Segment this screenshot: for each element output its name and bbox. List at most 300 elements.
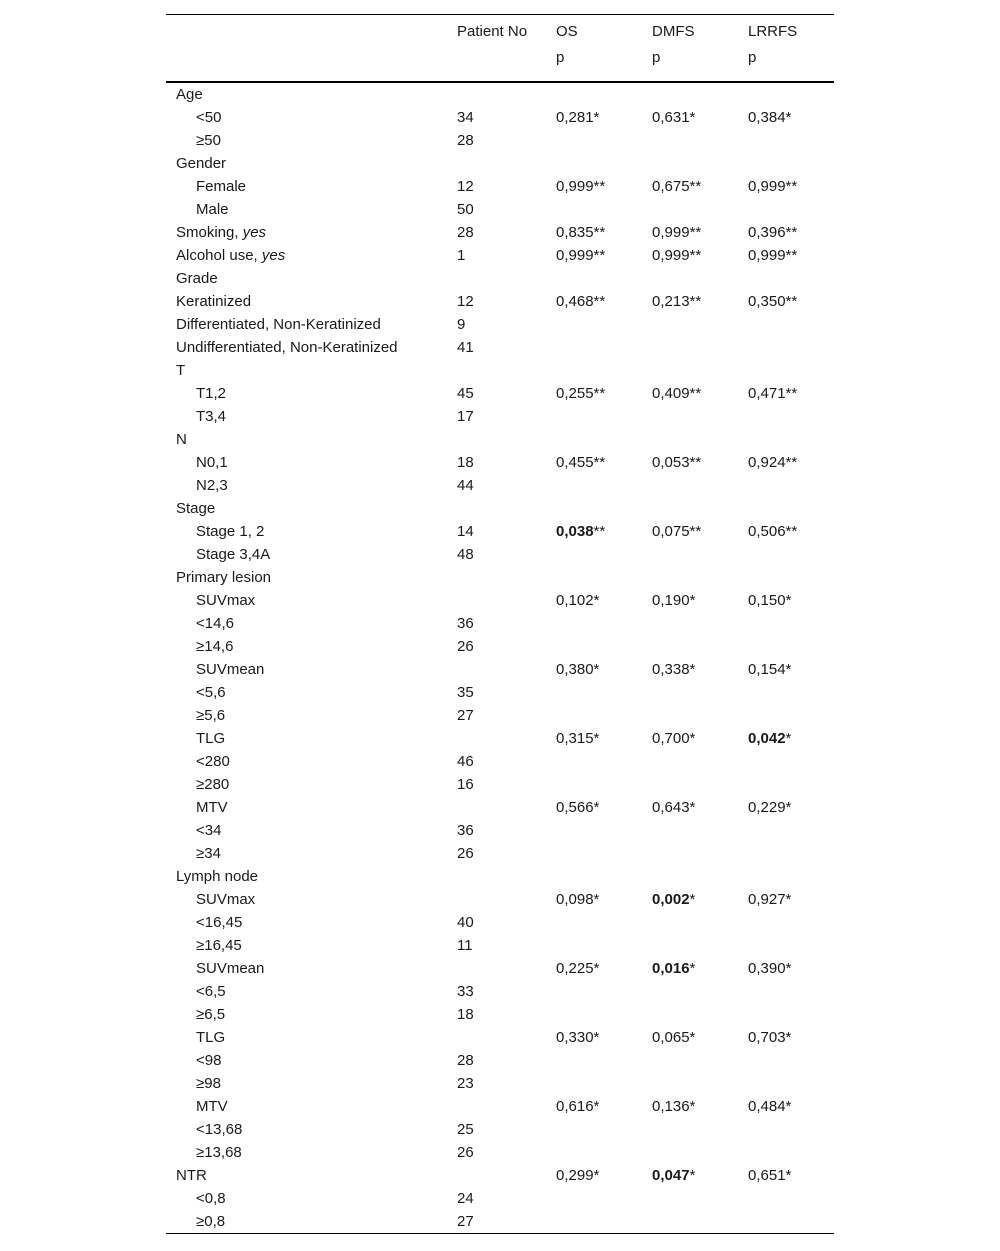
os-p-value bbox=[556, 957, 652, 980]
patient-count bbox=[457, 957, 556, 980]
row-label bbox=[166, 106, 457, 129]
table-row bbox=[166, 175, 834, 198]
lrrfs-p-value bbox=[748, 1118, 834, 1141]
os-p-value bbox=[556, 82, 652, 106]
row-label bbox=[166, 681, 457, 704]
dmfs-value: 0,631* bbox=[652, 109, 696, 126]
patient-count: 26 bbox=[457, 845, 474, 862]
row-label-text: <98 bbox=[196, 1052, 222, 1069]
os-value: 0,102* bbox=[556, 592, 600, 609]
header-row-1 bbox=[166, 15, 834, 50]
dmfs-p-value bbox=[652, 382, 748, 405]
table-row bbox=[166, 382, 834, 405]
patient-count: 34 bbox=[457, 109, 474, 126]
dmfs-p-value bbox=[652, 1141, 748, 1164]
row-label-text: Stage bbox=[176, 500, 216, 517]
row-label-text: Lymph node bbox=[176, 868, 259, 885]
os-p-value bbox=[556, 221, 652, 244]
lrrfs-p-value bbox=[748, 635, 834, 658]
os-p-value bbox=[556, 336, 652, 359]
dmfs-p-value bbox=[652, 1118, 748, 1141]
row-label bbox=[166, 175, 457, 198]
dmfs-p-value bbox=[652, 1164, 748, 1187]
row-label-text: Age bbox=[176, 86, 203, 103]
patient-count: 26 bbox=[457, 638, 474, 655]
row-label-text: Stage 1, 2 bbox=[196, 523, 265, 540]
row-label bbox=[166, 129, 457, 152]
lrrfs-value: 0,390* bbox=[748, 960, 792, 977]
lrrfs-p-value bbox=[748, 1026, 834, 1049]
lrrfs-p-value bbox=[748, 1141, 834, 1164]
dmfs-p-value bbox=[652, 1049, 748, 1072]
os-p-value bbox=[556, 773, 652, 796]
row-label-italic: yes bbox=[261, 247, 286, 264]
lrrfs-value: 0,229* bbox=[748, 799, 792, 816]
dmfs-p-value bbox=[652, 313, 748, 336]
patient-count bbox=[457, 658, 556, 681]
table-row bbox=[166, 313, 834, 336]
table-row bbox=[166, 267, 834, 290]
os-p-value bbox=[556, 520, 652, 543]
dmfs-p-value bbox=[652, 198, 748, 221]
dmfs-p-value bbox=[652, 1026, 748, 1049]
survival-table-container bbox=[166, 14, 834, 1234]
row-label bbox=[166, 796, 457, 819]
os-p-value bbox=[556, 888, 652, 911]
os-p-value bbox=[556, 612, 652, 635]
dmfs-p-value bbox=[652, 244, 748, 267]
table-row bbox=[166, 911, 834, 934]
os-p-value bbox=[556, 980, 652, 1003]
survival-analysis-table bbox=[166, 14, 834, 1234]
os-p-value bbox=[556, 1141, 652, 1164]
dmfs-p-value bbox=[652, 1187, 748, 1210]
os-p-value bbox=[556, 727, 652, 750]
row-label-text: Differentiated, Non-Keratinized bbox=[176, 316, 381, 333]
dmfs-value: 0,700* bbox=[652, 730, 696, 747]
patient-count: 12 bbox=[457, 178, 474, 195]
lrrfs-value: 0,651* bbox=[748, 1167, 792, 1184]
lrrfs-p-value bbox=[748, 267, 834, 290]
dmfs-p-value bbox=[652, 658, 748, 681]
dmfs-p-value bbox=[652, 704, 748, 727]
row-label-text: ≥6,5 bbox=[196, 1006, 226, 1023]
lrrfs-p-value bbox=[748, 543, 834, 566]
os-p-value bbox=[556, 152, 652, 175]
table-row bbox=[166, 543, 834, 566]
row-label-text: <280 bbox=[196, 753, 230, 770]
patient-count: 25 bbox=[457, 1121, 474, 1138]
row-label-text: <50 bbox=[196, 109, 222, 126]
os-value: 0,455** bbox=[556, 454, 606, 471]
lrrfs-value: 0,999** bbox=[748, 247, 798, 264]
patient-count: 36 bbox=[457, 822, 474, 839]
table-row bbox=[166, 336, 834, 359]
lrrfs-p-value bbox=[748, 773, 834, 796]
table-row bbox=[166, 865, 834, 888]
table-row bbox=[166, 129, 834, 152]
table-row bbox=[166, 520, 834, 543]
table-row bbox=[166, 727, 834, 750]
row-label bbox=[166, 589, 457, 612]
patient-count: 24 bbox=[457, 1190, 474, 1207]
dmfs-p-value bbox=[652, 888, 748, 911]
os-p-value bbox=[556, 819, 652, 842]
row-label bbox=[166, 750, 457, 773]
row-label-text: Alcohol use, bbox=[176, 247, 262, 264]
table-row bbox=[166, 658, 834, 681]
patient-count bbox=[457, 428, 556, 451]
dmfs-p-value bbox=[652, 911, 748, 934]
row-label-text: T1,2 bbox=[196, 385, 227, 402]
lrrfs-p-value bbox=[748, 382, 834, 405]
lrrfs-p-value bbox=[748, 82, 834, 106]
os-significance-marker: ** bbox=[593, 523, 606, 540]
row-label bbox=[166, 198, 457, 221]
header-os-p: p bbox=[556, 49, 652, 82]
os-p-value bbox=[556, 428, 652, 451]
table-row bbox=[166, 1049, 834, 1072]
row-label bbox=[166, 497, 457, 520]
os-p-value bbox=[556, 796, 652, 819]
row-label-text: ≥0,8 bbox=[196, 1213, 226, 1230]
patient-count: 9 bbox=[457, 316, 466, 333]
header-blank-n bbox=[457, 49, 556, 82]
os-p-value bbox=[556, 842, 652, 865]
patient-count: 11 bbox=[457, 937, 473, 954]
lrrfs-value: 0,042 bbox=[748, 730, 786, 747]
dmfs-p-value bbox=[652, 566, 748, 589]
patient-count: 41 bbox=[457, 339, 474, 356]
lrrfs-value: 0,384* bbox=[748, 109, 792, 126]
os-p-value bbox=[556, 1026, 652, 1049]
row-label bbox=[166, 911, 457, 934]
row-label bbox=[166, 1164, 457, 1187]
os-p-value bbox=[556, 1049, 652, 1072]
patient-count bbox=[457, 152, 556, 175]
lrrfs-p-value bbox=[748, 1210, 834, 1234]
table-header bbox=[166, 15, 834, 83]
row-label bbox=[166, 290, 457, 313]
patient-count bbox=[457, 267, 556, 290]
row-label-text: <13,68 bbox=[196, 1121, 243, 1138]
patient-count bbox=[457, 566, 556, 589]
lrrfs-value: 0,150* bbox=[748, 592, 792, 609]
row-label bbox=[166, 1049, 457, 1072]
dmfs-p-value bbox=[652, 129, 748, 152]
table-row bbox=[166, 635, 834, 658]
row-label bbox=[166, 773, 457, 796]
dmfs-value: 0,190* bbox=[652, 592, 696, 609]
row-label-text: ≥5,6 bbox=[196, 707, 226, 724]
lrrfs-value: 0,924** bbox=[748, 454, 798, 471]
os-p-value bbox=[556, 566, 652, 589]
dmfs-p-value bbox=[652, 221, 748, 244]
dmfs-p-value bbox=[652, 152, 748, 175]
patient-count: 28 bbox=[457, 132, 474, 149]
patient-count: 36 bbox=[457, 615, 474, 632]
patient-count: 17 bbox=[457, 408, 474, 425]
os-p-value bbox=[556, 704, 652, 727]
dmfs-p-value bbox=[652, 428, 748, 451]
dmfs-p-value bbox=[652, 451, 748, 474]
row-label-text: N2,3 bbox=[196, 477, 228, 494]
row-label bbox=[166, 382, 457, 405]
row-label-text: SUVmean bbox=[196, 661, 265, 678]
table-row bbox=[166, 244, 834, 267]
patient-count: 48 bbox=[457, 546, 474, 563]
os-p-value bbox=[556, 589, 652, 612]
patient-count: 33 bbox=[457, 983, 474, 1000]
patient-count bbox=[457, 1164, 556, 1187]
dmfs-p-value bbox=[652, 543, 748, 566]
lrrfs-p-value bbox=[748, 1003, 834, 1026]
lrrfs-value: 0,999** bbox=[748, 178, 798, 195]
table-row bbox=[166, 589, 834, 612]
dmfs-p-value bbox=[652, 957, 748, 980]
patient-count bbox=[457, 1026, 556, 1049]
row-label-text: Male bbox=[196, 201, 229, 218]
dmfs-p-value bbox=[652, 1003, 748, 1026]
dmfs-p-value bbox=[652, 267, 748, 290]
dmfs-p-value bbox=[652, 520, 748, 543]
row-label-text: <16,45 bbox=[196, 914, 243, 931]
patient-count bbox=[457, 727, 556, 750]
patient-count bbox=[457, 1095, 556, 1118]
row-label-text: NTR bbox=[176, 1167, 207, 1184]
dmfs-p-value bbox=[652, 773, 748, 796]
row-label bbox=[166, 405, 457, 428]
dmfs-value: 0,213** bbox=[652, 293, 702, 310]
patient-count: 28 bbox=[457, 224, 474, 241]
row-label-text: SUVmax bbox=[196, 891, 256, 908]
header-row-2 bbox=[166, 49, 834, 82]
row-label-text: Keratinized bbox=[176, 293, 252, 310]
table-row bbox=[166, 290, 834, 313]
table-row bbox=[166, 681, 834, 704]
lrrfs-p-value bbox=[748, 221, 834, 244]
lrrfs-p-value bbox=[748, 106, 834, 129]
lrrfs-value: 0,396** bbox=[748, 224, 798, 241]
lrrfs-p-value bbox=[748, 497, 834, 520]
lrrfs-p-value bbox=[748, 957, 834, 980]
os-value: 0,299* bbox=[556, 1167, 600, 1184]
table-row bbox=[166, 451, 834, 474]
dmfs-p-value bbox=[652, 980, 748, 1003]
table-row bbox=[166, 359, 834, 382]
header-lrrfs-p: p bbox=[748, 49, 834, 82]
table-row bbox=[166, 957, 834, 980]
lrrfs-p-value bbox=[748, 842, 834, 865]
row-label bbox=[166, 1187, 457, 1210]
lrrfs-p-value bbox=[748, 681, 834, 704]
dmfs-p-value bbox=[652, 635, 748, 658]
row-label-text: Female bbox=[196, 178, 247, 195]
table-row bbox=[166, 198, 834, 221]
table-row bbox=[166, 980, 834, 1003]
dmfs-value: 0,675** bbox=[652, 178, 702, 195]
table-row bbox=[166, 750, 834, 773]
row-label bbox=[166, 1210, 457, 1234]
dmfs-value: 0,643* bbox=[652, 799, 696, 816]
row-label-text: MTV bbox=[196, 1098, 228, 1115]
lrrfs-p-value bbox=[748, 313, 834, 336]
row-label bbox=[166, 82, 457, 106]
patient-count: 18 bbox=[457, 454, 474, 471]
row-label-text: ≥14,6 bbox=[196, 638, 234, 655]
dmfs-value: 0,053** bbox=[652, 454, 702, 471]
lrrfs-p-value bbox=[748, 520, 834, 543]
row-label bbox=[166, 451, 457, 474]
os-p-value bbox=[556, 1164, 652, 1187]
lrrfs-p-value bbox=[748, 911, 834, 934]
row-label bbox=[166, 819, 457, 842]
table-row bbox=[166, 474, 834, 497]
row-label-text: Smoking, bbox=[176, 224, 243, 241]
lrrfs-value: 0,703* bbox=[748, 1029, 792, 1046]
lrrfs-p-value bbox=[748, 175, 834, 198]
dmfs-p-value bbox=[652, 290, 748, 313]
lrrfs-p-value bbox=[748, 612, 834, 635]
os-p-value bbox=[556, 175, 652, 198]
os-value: 0,255** bbox=[556, 385, 606, 402]
lrrfs-p-value bbox=[748, 451, 834, 474]
table-row bbox=[166, 497, 834, 520]
dmfs-value: 0,136* bbox=[652, 1098, 696, 1115]
lrrfs-p-value bbox=[748, 474, 834, 497]
patient-count bbox=[457, 865, 556, 888]
os-value: 0,225* bbox=[556, 960, 600, 977]
os-value: 0,468** bbox=[556, 293, 606, 310]
dmfs-significance-marker: * bbox=[689, 891, 696, 908]
dmfs-p-value bbox=[652, 727, 748, 750]
os-p-value bbox=[556, 543, 652, 566]
table-row bbox=[166, 152, 834, 175]
lrrfs-p-value bbox=[748, 244, 834, 267]
row-label bbox=[166, 934, 457, 957]
dmfs-p-value bbox=[652, 1210, 748, 1234]
dmfs-p-value bbox=[652, 819, 748, 842]
patient-count: 45 bbox=[457, 385, 474, 402]
row-label-text: SUVmax bbox=[196, 592, 256, 609]
os-value: 0,616* bbox=[556, 1098, 600, 1115]
os-p-value bbox=[556, 1003, 652, 1026]
table-row bbox=[166, 1072, 834, 1095]
table-row bbox=[166, 1210, 834, 1234]
patient-count: 35 bbox=[457, 684, 474, 701]
row-label-text: <0,8 bbox=[196, 1190, 226, 1207]
dmfs-p-value bbox=[652, 589, 748, 612]
dmfs-p-value bbox=[652, 612, 748, 635]
lrrfs-value: 0,506** bbox=[748, 523, 798, 540]
os-p-value bbox=[556, 382, 652, 405]
table-row bbox=[166, 428, 834, 451]
row-label-italic: yes bbox=[242, 224, 267, 241]
row-label bbox=[166, 980, 457, 1003]
table-row bbox=[166, 405, 834, 428]
os-p-value bbox=[556, 1072, 652, 1095]
row-label bbox=[166, 957, 457, 980]
os-value: 0,330* bbox=[556, 1029, 600, 1046]
row-label bbox=[166, 221, 457, 244]
os-p-value bbox=[556, 244, 652, 267]
row-label bbox=[166, 566, 457, 589]
lrrfs-p-value bbox=[748, 290, 834, 313]
patient-count: 50 bbox=[457, 201, 474, 218]
lrrfs-p-value bbox=[748, 1095, 834, 1118]
os-value: 0,315* bbox=[556, 730, 600, 747]
table-row bbox=[166, 1095, 834, 1118]
lrrfs-p-value bbox=[748, 152, 834, 175]
dmfs-value: 0,002 bbox=[652, 891, 690, 908]
dmfs-value: 0,047 bbox=[652, 1167, 690, 1184]
row-label bbox=[166, 727, 457, 750]
dmfs-value: 0,065* bbox=[652, 1029, 696, 1046]
os-p-value bbox=[556, 911, 652, 934]
patient-count bbox=[457, 888, 556, 911]
lrrfs-p-value bbox=[748, 704, 834, 727]
lrrfs-p-value bbox=[748, 819, 834, 842]
table-row bbox=[166, 221, 834, 244]
row-label bbox=[166, 267, 457, 290]
dmfs-p-value bbox=[652, 175, 748, 198]
table-row bbox=[166, 704, 834, 727]
row-label-text: SUVmean bbox=[196, 960, 265, 977]
lrrfs-value: 0,471** bbox=[748, 385, 798, 402]
row-label bbox=[166, 1003, 457, 1026]
lrrfs-p-value bbox=[748, 405, 834, 428]
lrrfs-p-value bbox=[748, 129, 834, 152]
os-p-value bbox=[556, 934, 652, 957]
lrrfs-p-value bbox=[748, 336, 834, 359]
dmfs-p-value bbox=[652, 934, 748, 957]
lrrfs-p-value bbox=[748, 934, 834, 957]
os-value: 0,098* bbox=[556, 891, 600, 908]
row-label-text: ≥16,45 bbox=[196, 937, 242, 954]
row-label-text: Gender bbox=[176, 155, 227, 172]
dmfs-p-value bbox=[652, 336, 748, 359]
os-value: 0,566* bbox=[556, 799, 600, 816]
table-row bbox=[166, 819, 834, 842]
table-body bbox=[166, 82, 834, 1234]
table-row bbox=[166, 1164, 834, 1187]
row-label-text: <14,6 bbox=[196, 615, 234, 632]
dmfs-p-value bbox=[652, 82, 748, 106]
patient-count: 40 bbox=[457, 914, 474, 931]
os-p-value bbox=[556, 106, 652, 129]
patient-count: 26 bbox=[457, 1144, 474, 1161]
os-p-value bbox=[556, 635, 652, 658]
dmfs-p-value bbox=[652, 842, 748, 865]
lrrfs-p-value bbox=[748, 980, 834, 1003]
patient-count bbox=[457, 796, 556, 819]
lrrfs-p-value bbox=[748, 1187, 834, 1210]
dmfs-value: 0,409** bbox=[652, 385, 702, 402]
row-label-text: Primary lesion bbox=[176, 569, 272, 586]
row-label bbox=[166, 842, 457, 865]
row-label-text: N0,1 bbox=[196, 454, 228, 471]
dmfs-p-value bbox=[652, 474, 748, 497]
row-label-text: ≥13,68 bbox=[196, 1144, 242, 1161]
os-value: 0,999** bbox=[556, 247, 606, 264]
os-value: 0,835** bbox=[556, 224, 606, 241]
row-label bbox=[166, 612, 457, 635]
dmfs-significance-marker: * bbox=[689, 960, 696, 977]
dmfs-p-value bbox=[652, 796, 748, 819]
row-label bbox=[166, 336, 457, 359]
dmfs-p-value bbox=[652, 750, 748, 773]
row-label-text: <34 bbox=[196, 822, 222, 839]
